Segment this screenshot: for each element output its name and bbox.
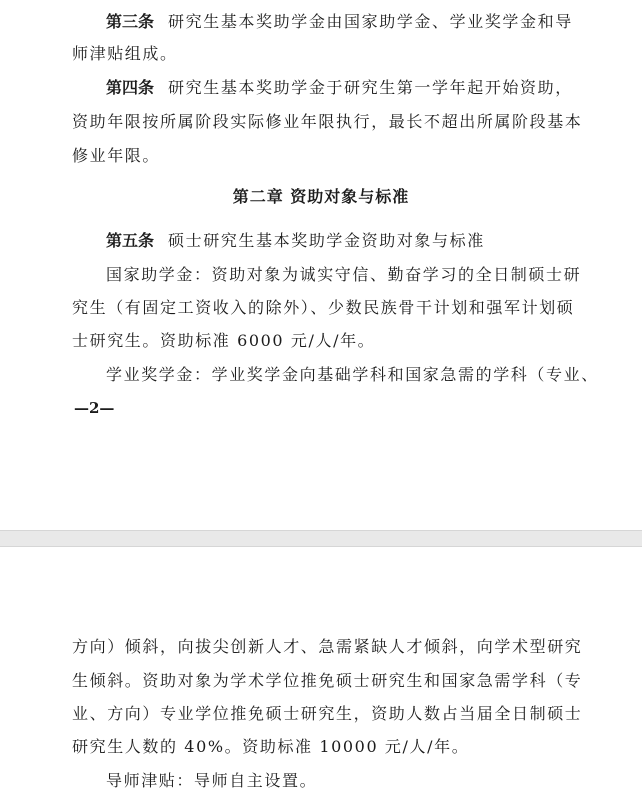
grant-line-2: 究生（有固定工资收入的除外）、少数民族骨干计划和强军计划硕 (72, 298, 575, 317)
article-4-line-2: 资助年限按所属阶段实际修业年限执行，最长不超出所属阶段基本 (72, 112, 583, 131)
grant-line-1: 国家助学金：资助对象为诚实守信、勤奋学习的全日制硕士研 (106, 265, 582, 284)
article-3-text-1: 研究生基本奖助学金由国家助学金、学业奖学金和导 (168, 12, 573, 31)
chapter-2-heading: 第二章 资助对象与标准 (232, 187, 410, 206)
grant-line-3: 士研究生。资助标准 6000 元/人/年。 (72, 331, 376, 350)
article-3-label: 第三条 (106, 12, 155, 31)
article-5-label: 第五条 (106, 231, 155, 250)
article-4-label: 第四条 (106, 78, 155, 97)
scholarship-line-4: 业、方向）专业学位推免硕士研究生，资助人数占当届全日制硕士 (72, 704, 583, 723)
scholarship-line-5: 研究生人数的 40%。资助标准 10000 元/人/年。 (72, 737, 470, 756)
scholarship-line-2: 方向）倾斜，向拔尖创新人才、急需紧缺人才倾斜，向学术型研究 (72, 637, 583, 656)
article-4-text-1: 研究生基本奖助学金于研究生第一学年起开始资助， (168, 78, 573, 97)
page-number: —2— (74, 399, 115, 417)
article-5-line-1 (106, 231, 582, 251)
document-page-2 (0, 547, 642, 800)
scholarship-line-1: 学业奖学金：学业奖学金向基础学科和国家急需的学科（专业、 (106, 365, 599, 384)
article-4-line-1 (106, 78, 582, 98)
page-separator (0, 530, 642, 547)
supervisor-allowance-line: 导师津贴：导师自主设置。 (106, 771, 318, 790)
article-5-text-1: 硕士研究生基本奖助学金资助对象与标准 (168, 231, 485, 250)
scholarship-line-3: 生倾斜。资助对象为学术学位推免硕士研究生和国家急需学科（专 (72, 671, 583, 690)
article-3-line-1 (106, 12, 582, 32)
article-4-line-3: 修业年限。 (72, 146, 161, 165)
article-3-line-2: 师津贴组成。 (72, 44, 178, 63)
